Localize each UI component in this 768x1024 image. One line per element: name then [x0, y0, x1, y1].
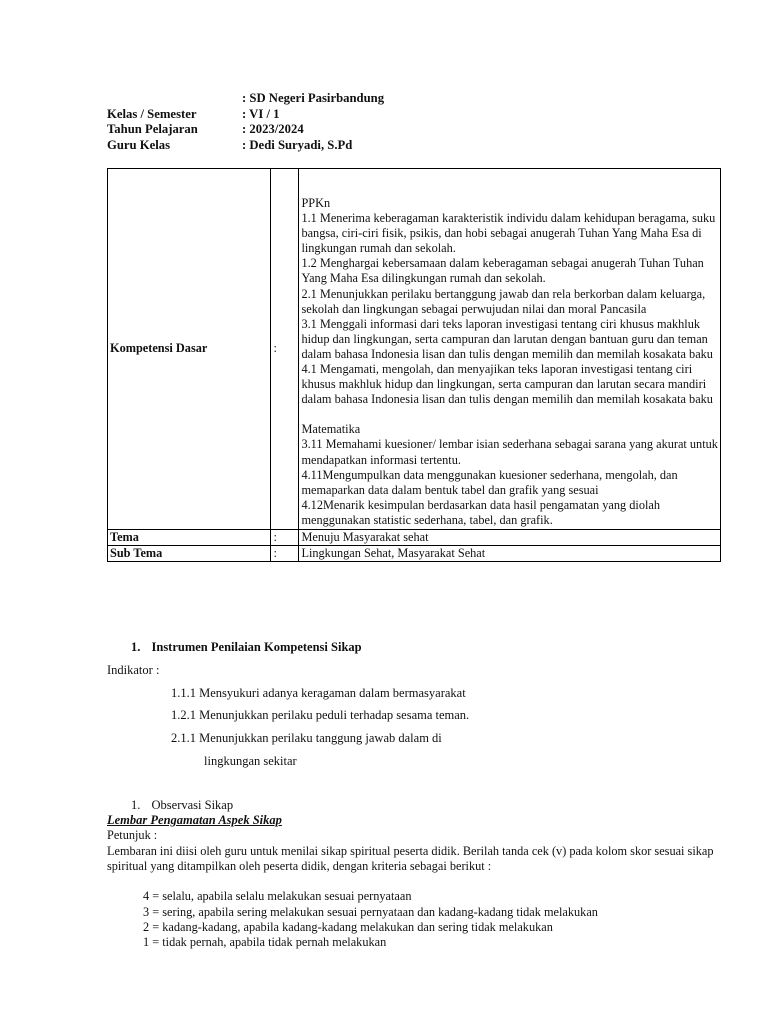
- indicator-item: 1.2.1 Menunjukkan perilaku peduli terhadap sesama teman.: [171, 708, 470, 722]
- header-value: : SD Negeri Pasirbandung: [242, 91, 385, 105]
- ppkn-item: 1.2 Menghargai kebersamaan dalam keberagaman sebagai anugerah Tuhan Tuhan Yang Maha Esa dilingkungan rumah dan sekolah.: [301, 256, 704, 286]
- spacer: [301, 407, 718, 422]
- tema-value: Menuju Masyarakat sehat: [299, 529, 721, 545]
- section-number: 1.: [131, 798, 141, 812]
- indikator-label: Indikator :: [107, 663, 160, 677]
- ppkn-item: 4.1 Mengamati, mengolah, dan menyajikan teks laporan investigasi tentang ciri khusus makhluk hidup dan lingkungan, serta campuran dan larutan secara mandiri dalam bahasa Indonesia lisan dan tulis dengan memilih dan memilah kosakata baku: [301, 362, 713, 407]
- matematika-item: 3.11 Memahami kuesioner/ lembar isian sederhana sebagai sarana yang akurat untuk mendapatkan informasi tertentu.: [301, 437, 718, 467]
- criteria-item: 3 = sering, apabila sering melakukan sesuai pernyataan dan kadang-kadang tidak melakukan: [143, 905, 598, 919]
- header-value: : VI / 1: [242, 106, 280, 121]
- ppkn-item: 2.1 Menunjukkan perilaku bertanggung jawab dan rela berkorban dalam keluarga, sekolah dan lingkungan sebagai perwujudan nilai dan moral Pancasila: [301, 286, 706, 316]
- section-heading: [131, 798, 233, 813]
- header-row-teacher: [107, 138, 722, 154]
- tema-row: [108, 529, 721, 545]
- ppkn-item: 3.1 Menggali informasi dari teks laporan investigasi tentang ciri khusus makhluk hidup dan lingkungan, serta campuran dan larutan dengan bantuan guru dan teman dalam bahasa Indonesia lisan dan tulis dengan memilih dan memilah kosakata baku: [301, 316, 713, 361]
- section-heading: [131, 640, 362, 655]
- ppkn-title: PPKn: [301, 196, 331, 210]
- ppkn-item: 1.1 Menerima keberagaman karakteristik individu dalam kehidupan beragama, suku bangsa, ciri-ciri fisik, psikis, dan hobi sebagai anugerah Tuhan Yang Maha Esa di lingkungan rumah dan sekolah.: [301, 211, 716, 256]
- instruction-paragraph: Lembaran ini diisi oleh guru untuk menilai sikap spiritual peserta didik. Berilah tanda cek (v) pada kolom skor sesuai sikap spiritual yang ditampilkan oleh peserta didik, dengan kriteria sebagai berikut :: [107, 844, 714, 874]
- criteria-item: 2 = kadang-kadang, apabila kadang-kadang melakukan dan sering tidak melakukan: [143, 920, 553, 934]
- tema-colon: :: [270, 529, 299, 545]
- kd-label: Kompetensi Dasar: [108, 169, 271, 530]
- indicator-item: 1.1.1 Mensyukuri adanya keragaman dalam bermasyarakat: [171, 686, 466, 700]
- indicator-continuation: lingkungan sekitar: [204, 754, 297, 768]
- header-row-year: [107, 122, 722, 138]
- section-number: 1.: [131, 640, 141, 654]
- subtema-value: Lingkungan Sehat, Masyarakat Sehat: [299, 546, 721, 562]
- matematika-item: 4.12Menarik kesimpulan berdasarkan data hasil pengamatan yang diolah menggunakan statistic sederhana, tabel, dan grafik.: [301, 497, 660, 527]
- section-title: Instrumen Penilaian Kompetensi Sikap: [151, 640, 362, 654]
- kd-row: [108, 169, 721, 530]
- header-value: : Dedi Suryadi, S.Pd: [242, 138, 353, 153]
- matematika-item: 4.11Mengumpulkan data menggunakan kuesioner sederhana, mengolah, dan memaparkan data dalam bentuk tabel dan grafik yang sesuai: [301, 467, 678, 497]
- kompetensi-table: [107, 168, 721, 562]
- criteria-item: 1 = tidak pernah, apabila tidak pernah melakukan: [143, 935, 387, 949]
- kd-colon: :: [270, 169, 299, 530]
- header-row-class: [107, 107, 722, 123]
- section-title: Observasi Sikap: [151, 798, 234, 812]
- kd-content: [299, 169, 721, 530]
- sheet-title: Lembar Pengamatan Aspek Sikap: [107, 813, 282, 827]
- subtema-row: [108, 546, 721, 562]
- header-label: Kelas / Semester: [107, 106, 197, 121]
- criteria-item: 4 = selalu, apabila selalu melakukan sesuai pernyataan: [143, 889, 412, 903]
- header-label: Guru Kelas: [107, 138, 171, 153]
- header-label: Tahun Pelajaran: [107, 122, 198, 137]
- header-label: [107, 91, 242, 107]
- header-row-school: [107, 91, 722, 107]
- header-value: : 2023/2024: [242, 122, 304, 137]
- subtema-colon: :: [270, 546, 299, 562]
- indicator-item: 2.1.1 Menunjukkan perilaku tanggung jawab dalam di: [171, 731, 442, 745]
- document-header: [107, 91, 722, 154]
- petunjuk-label: Petunjuk :: [107, 828, 158, 842]
- tema-label: Tema: [108, 529, 271, 545]
- subtema-label: Sub Tema: [108, 546, 271, 562]
- matematika-title: Matematika: [301, 422, 361, 437]
